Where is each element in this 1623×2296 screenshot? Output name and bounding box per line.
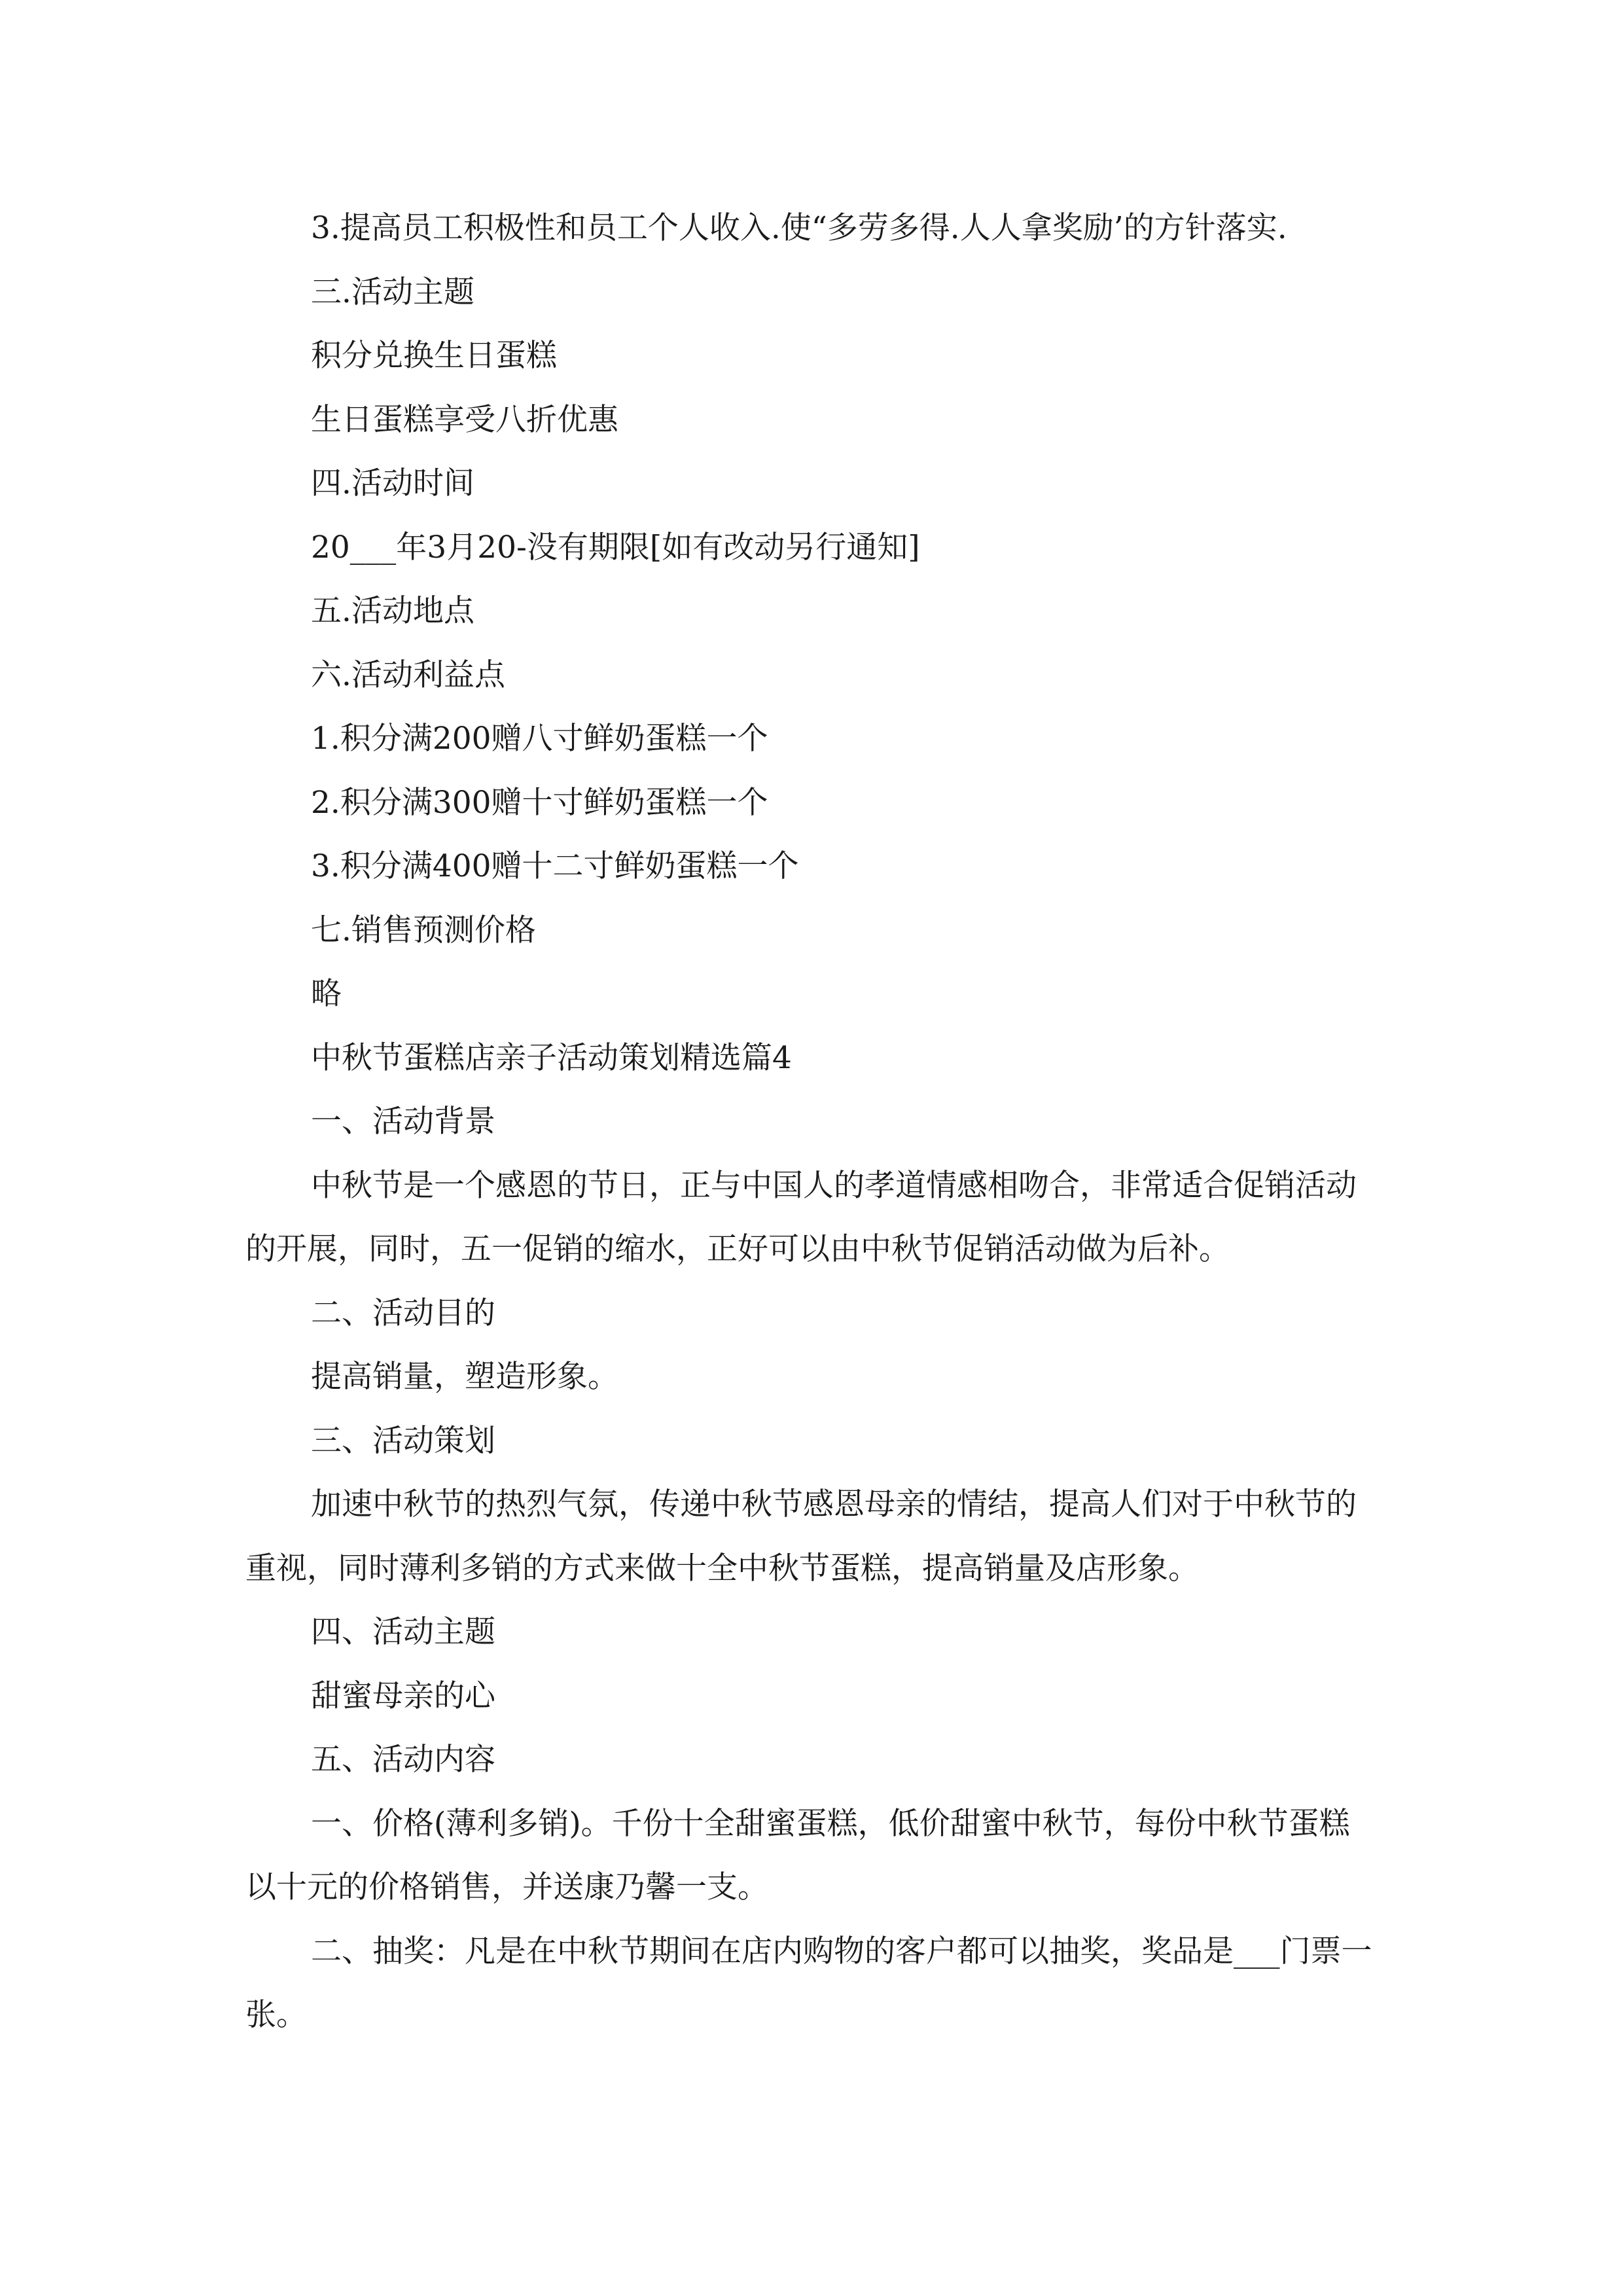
paragraph-theme-points: 积分兑换生日蛋糕	[311, 338, 557, 374]
paragraph-time: 20___年3月20-没有期限[如有改动另行通知]	[311, 529, 920, 565]
section-title: 中秋节蛋糕店亲子活动策划精选篇4	[311, 1039, 792, 1076]
paragraph-theme-discount: 生日蛋糕享受八折优惠	[311, 401, 618, 438]
paragraph-benefit-3: 3.积分满400赠十二寸鲜奶蛋糕一个	[311, 848, 799, 884]
paragraph-planning: 加速中秋节的热烈气氛，传递中秋节感恩母亲的情结，提高人们对于中秋节的重视，同时薄利多销的方式来做十全中秋节蛋糕，提高销量及店形象。	[245, 1486, 1357, 1587]
heading-activity-benefits: 六.活动利益点	[311, 656, 505, 693]
paragraph-purpose: 提高销量，塑造形象。	[311, 1359, 618, 1395]
paragraph-theme: 甜蜜母亲的心	[311, 1677, 495, 1714]
heading-activity-time: 四.活动时间	[311, 465, 474, 501]
paragraph-omitted: 略	[311, 976, 342, 1012]
paragraph-goal-3: 3.提高员工积极性和员工个人收入.使“多劳多得.人人拿奖励’的方针落实.	[311, 210, 1287, 246]
heading-purpose: 二、活动目的	[311, 1295, 495, 1331]
heading-activity-theme: 三.活动主题	[311, 274, 474, 310]
heading-content: 五、活动内容	[311, 1742, 495, 1778]
paragraph-benefit-2: 2.积分满300赠十寸鲜奶蛋糕一个	[311, 784, 768, 821]
document-body	[245, 196, 1378, 2047]
heading-sales-forecast: 七.销售预测价格	[311, 912, 536, 948]
paragraph-lottery: 二、抽奖：凡是在中秋节期间在店内购物的客户都可以抽奖，奖品是___门票一张。	[245, 1933, 1372, 2033]
heading-planning: 三、活动策划	[311, 1422, 495, 1459]
paragraph-price: 一、价格(薄利多销)。千份十全甜蜜蛋糕，低价甜蜜中秋节，每份中秋节蛋糕以十元的价格销售，并送康乃馨一支。	[245, 1805, 1350, 1905]
heading-background: 一、活动背景	[311, 1103, 495, 1139]
paragraph-benefit-1: 1.积分满200赠八寸鲜奶蛋糕一个	[311, 721, 768, 757]
heading-theme: 四、活动主题	[311, 1614, 495, 1650]
paragraph-background: 中秋节是一个感恩的节日，正与中国人的孝道情感相吻合，非常适合促销活动的开展，同时，五一促销的缩水，正好可以由中秋节促销活动做为后补。	[245, 1167, 1357, 1267]
heading-activity-location: 五.活动地点	[311, 593, 474, 629]
